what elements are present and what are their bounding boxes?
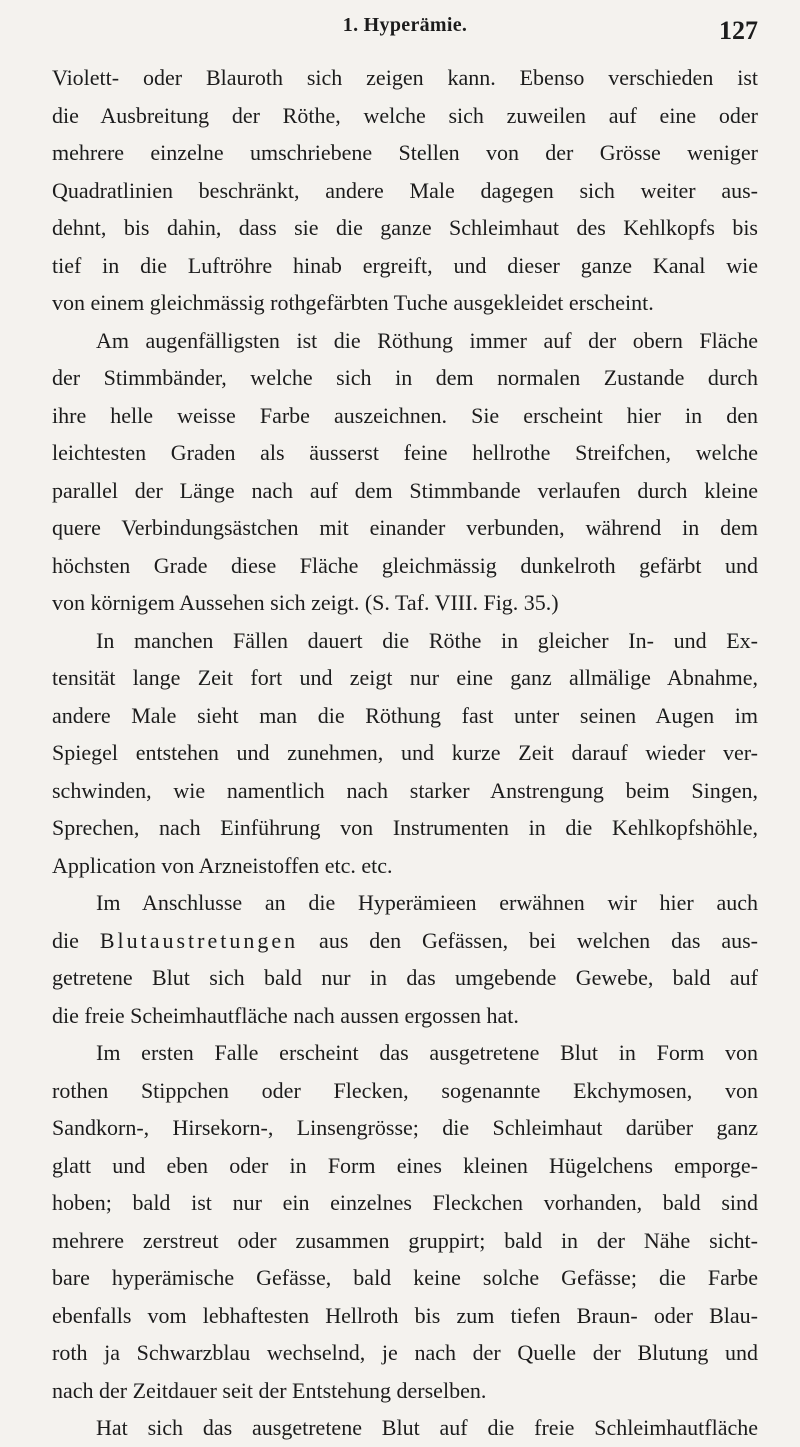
running-title: 1. Hyperämie. — [342, 14, 468, 36]
text-line: Application von Arzneistoffen etc. etc. — [52, 852, 393, 878]
text-line: andere Male sieht man die Röthung fast unter seinen Augen im — [52, 702, 758, 728]
text-line: mehrere einzelne umschriebene Stellen von der Grösse weniger — [52, 140, 758, 165]
text-line: Im Anschlusse an die Hyperämieen erwähnen wir hier auch — [96, 890, 758, 915]
text-line: roth ja Schwarzblau wechselnd, je nach der Quelle der Blutung und — [52, 1340, 758, 1365]
text-line: schwinden, wie namentlich nach starker Anstrengung beim Singen, — [52, 777, 758, 803]
text-line: nach der Zeitdauer seit der Entstehung derselben. — [52, 1377, 487, 1403]
text-line: die freie Scheimhautfläche nach aussen ergossen hat. — [52, 1002, 519, 1028]
text-line: die Ausbreitung der Röthe, welche sich zuweilen auf eine oder — [52, 102, 758, 128]
text-line: ebenfalls vom lebhaftesten Hellroth bis zum tiefen Braun- oder Blau- — [52, 1302, 758, 1328]
text-line: In manchen Fällen dauert die Röthe in gleicher In- und Ex- — [96, 627, 758, 653]
text-line: glatt und eben oder in Form eines kleinen Hügelchens emporge- — [52, 1152, 758, 1178]
text-line: tief in die Luftröhre hinab ergreift, und dieser ganze Kanal wie — [52, 252, 758, 278]
text-line: Spiegel entstehen und zunehmen, und kurze Zeit darauf wieder ver- — [52, 740, 758, 765]
text-line: rothen Stippchen oder Flecken, sogenannte Ekchymosen, von — [52, 1077, 758, 1103]
text-line: getretene Blut sich bald nur in das umgebende Gewebe, bald auf — [52, 965, 758, 990]
text-line: Am augenfälligsten ist die Röthung immer auf der obern Fläche — [96, 327, 758, 353]
text-line: höchsten Grade diese Fläche gleichmässig dunkelroth gefärbt und — [52, 552, 758, 578]
text-line: bare hyperämische Gefässe, bald keine solche Gefässe; die Farbe — [52, 1265, 758, 1290]
text-line: Hat sich das ausgetretene Blut auf die freie Schleimhautfläche — [96, 1415, 758, 1440]
text-line: Sprechen, nach Einführung von Instrumenten in die Kehlkopfshöhle, — [52, 815, 758, 840]
text-line: tensität lange Zeit fort und zeigt nur eine ganz allmälige Abnahme, — [52, 665, 758, 690]
text-line: Quadratlinien beschränkt, andere Male dagegen sich weiter aus- — [52, 177, 758, 203]
line-text: aus den Gefässen, bei welchen das aus- — [298, 927, 758, 953]
line-text: die — [52, 927, 100, 953]
running-head — [52, 14, 758, 44]
text-line: der Stimmbänder, welche sich in dem normalen Zustande durch — [52, 365, 758, 390]
text-line: von einem gleichmässig rothgefärbten Tuche ausgekleidet erscheint. — [52, 290, 654, 315]
text-line: mehrere zerstreut oder zusammen gruppirt; bald in der Nähe sicht- — [52, 1227, 758, 1253]
text-line: leichtesten Graden als äusserst feine hellrothe Streifchen, welche — [52, 440, 758, 465]
emphasized-term: Blutaustretungen — [99, 927, 299, 953]
text-line: Violett- oder Blauroth sich zeigen kann. Ebenso verschieden ist — [52, 65, 758, 90]
text-line: hoben; bald ist nur ein einzelnes Fleckchen vorhanden, bald sind — [52, 1190, 758, 1215]
text-line: dehnt, bis dahin, dass sie die ganze Schleimhaut des Kehlkopfs bis — [52, 215, 758, 240]
text-line: quere Verbindungsästchen mit einander verbunden, während in dem — [52, 515, 758, 540]
text-line: parallel der Länge nach auf dem Stimmbande verlaufen durch kleine — [52, 477, 758, 503]
text-line — [52, 922, 758, 960]
text-line: ihre helle weisse Farbe auszeichnen. Sie erscheint hier in den — [52, 402, 758, 428]
text-line: Im ersten Falle erscheint das ausgetretene Blut in Form von — [96, 1040, 758, 1065]
body-text — [52, 59, 758, 1447]
page-number: 127 — [719, 16, 758, 45]
text-line: Sandkorn-, Hirsekorn-, Linsengrösse; die Schleimhaut darüber ganz — [52, 1115, 758, 1140]
text-line: von körnigem Aussehen sich zeigt. (S. Taf. VIII. Fig. 35.) — [52, 590, 559, 615]
